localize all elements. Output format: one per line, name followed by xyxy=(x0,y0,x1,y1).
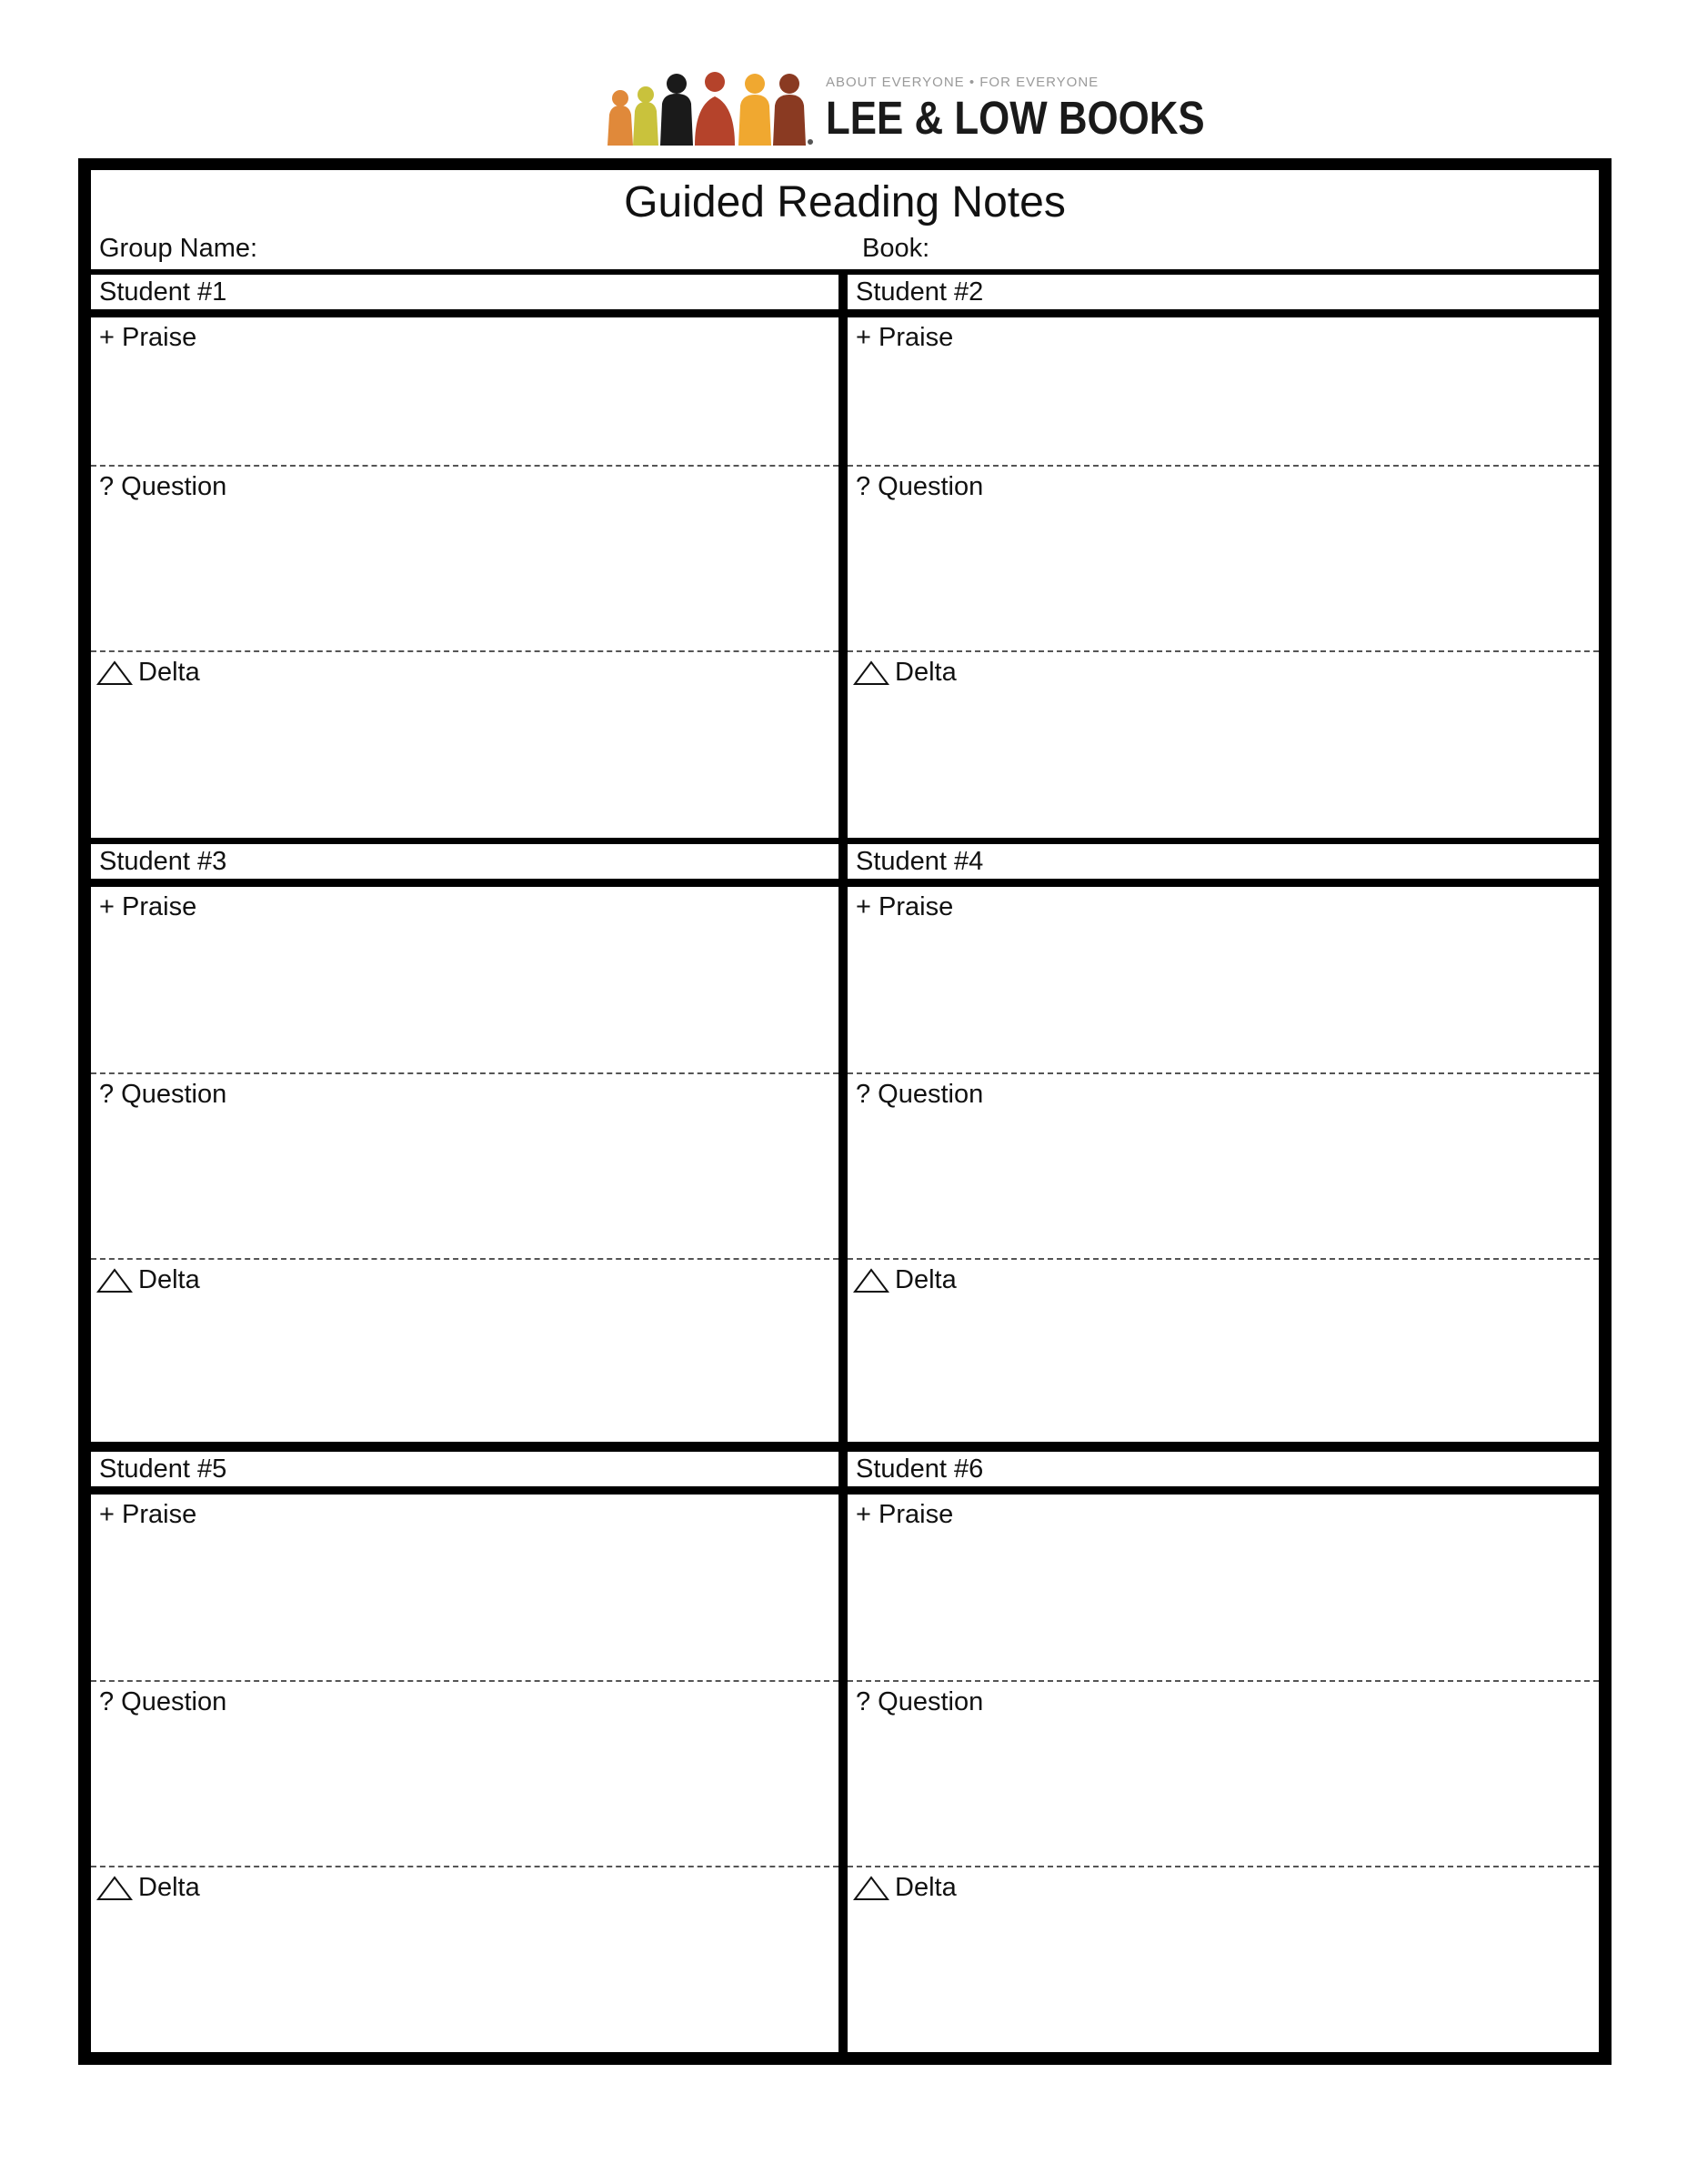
question-label: ? Question xyxy=(99,1080,227,1109)
delta-triangle-icon xyxy=(96,1268,133,1293)
question-section[interactable] xyxy=(91,1680,838,1866)
praise-section[interactable] xyxy=(91,317,838,465)
page-title: Guided Reading Notes xyxy=(624,178,1066,226)
figure-6 xyxy=(773,74,806,146)
delta-section[interactable] xyxy=(848,1258,1599,1444)
delta-triangle-icon xyxy=(96,660,133,686)
question-label: ? Question xyxy=(99,1687,227,1716)
delta-triangle-icon xyxy=(853,1268,889,1293)
delta-section[interactable] xyxy=(91,650,838,840)
question-section[interactable] xyxy=(848,1680,1599,1866)
praise-section[interactable] xyxy=(848,1495,1599,1680)
delta-label: Delta xyxy=(138,1873,200,1902)
student-notes-cell xyxy=(91,1495,838,2052)
question-label: ? Question xyxy=(856,1080,984,1109)
question-section[interactable] xyxy=(91,465,838,650)
student-header xyxy=(848,1452,1599,1486)
delta-section[interactable] xyxy=(91,1866,838,2054)
student-header xyxy=(848,275,1599,309)
worksheet-header xyxy=(91,170,1599,269)
student-label: Student #2 xyxy=(856,277,984,307)
praise-label: + Praise xyxy=(856,323,954,352)
question-label: ? Question xyxy=(99,472,227,501)
logo-wordmark: LEE & LOW BOOKS xyxy=(826,92,1205,144)
student-notes-cell xyxy=(848,887,1599,1442)
student-header xyxy=(848,844,1599,879)
figure-3 xyxy=(660,74,693,146)
question-label: ? Question xyxy=(856,472,984,501)
logo-tagline: ABOUT EVERYONE • FOR EVERYONE xyxy=(826,75,1100,90)
delta-triangle-icon xyxy=(853,1876,889,1901)
publisher-logo xyxy=(604,69,1205,146)
praise-section[interactable] xyxy=(91,1495,838,1680)
student-label: Student #5 xyxy=(99,1454,227,1484)
question-section[interactable] xyxy=(91,1072,838,1258)
student-notes-cell xyxy=(848,317,1599,838)
figure-5 xyxy=(738,74,771,146)
delta-section[interactable] xyxy=(848,650,1599,840)
delta-label: Delta xyxy=(895,1873,957,1902)
praise-section[interactable] xyxy=(848,887,1599,1072)
student-notes-cell xyxy=(91,317,838,838)
student-header xyxy=(91,1452,838,1486)
student-label: Student #6 xyxy=(856,1454,984,1484)
delta-triangle-icon xyxy=(853,660,889,686)
figure-4 xyxy=(695,72,735,146)
delta-label: Delta xyxy=(895,1265,957,1294)
praise-label: + Praise xyxy=(856,892,954,921)
praise-section[interactable] xyxy=(91,887,838,1072)
delta-triangle-icon xyxy=(96,1876,133,1901)
praise-label: + Praise xyxy=(99,1500,197,1529)
question-section[interactable] xyxy=(848,1072,1599,1258)
delta-section[interactable] xyxy=(848,1866,1599,2054)
figure-1 xyxy=(608,90,633,146)
delta-section[interactable] xyxy=(91,1258,838,1444)
student-label: Student #4 xyxy=(856,847,984,876)
student-label: Student #3 xyxy=(99,847,227,876)
delta-label: Delta xyxy=(138,658,200,687)
student-label: Student #1 xyxy=(99,277,227,307)
silhouette-figures-icon xyxy=(604,69,813,146)
question-label: ? Question xyxy=(856,1687,984,1716)
book-label: Book: xyxy=(862,234,930,263)
delta-label: Delta xyxy=(138,1265,200,1294)
praise-section[interactable] xyxy=(848,317,1599,465)
praise-label: + Praise xyxy=(99,323,197,352)
student-header xyxy=(91,844,838,879)
question-section[interactable] xyxy=(848,465,1599,650)
figure-2 xyxy=(633,86,658,146)
praise-label: + Praise xyxy=(856,1500,954,1529)
praise-label: + Praise xyxy=(99,892,197,921)
group-name-label: Group Name: xyxy=(99,234,258,263)
delta-label: Delta xyxy=(895,658,957,687)
student-header xyxy=(91,275,838,309)
student-notes-cell xyxy=(848,1495,1599,2052)
student-notes-cell xyxy=(91,887,838,1442)
